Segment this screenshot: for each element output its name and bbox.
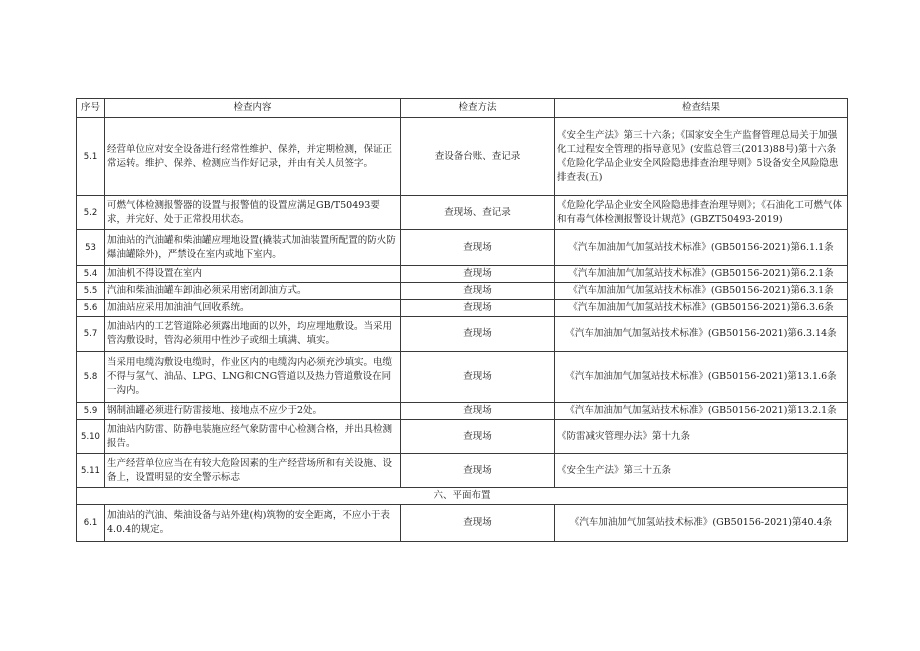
row-result: 《汽车加油加气加氢站技术标准》(GB50156-2021)第6.3.14条 [555, 317, 848, 352]
row-no: 5.1 [77, 118, 105, 196]
row-result: 《汽车加油加气加氢站技术标准》(GB50156-2021)第6.3.1条 [555, 283, 848, 300]
row-result: 《危险化学品企业安全风险隐患排查治理导则》；《石油化工可燃气体和有毒气体检测报警设计规范》(GBZT50493-2019) [555, 196, 848, 230]
row-no: 5.10 [77, 420, 105, 454]
table-row [77, 300, 848, 317]
row-content: 加油站内的工艺管道除必须露出地面的以外，均应埋地敷设。当采用管沟敷设时，管沟必须用中性沙子或细土填满、填实。 [105, 317, 401, 352]
row-no: 6.1 [77, 505, 105, 542]
row-method: 查现场、查记录 [401, 196, 555, 230]
row-no: 5.2 [77, 196, 105, 230]
row-method: 查现场 [401, 505, 555, 542]
row-no: 5.11 [77, 454, 105, 488]
section-title: 六、平面布置 [77, 488, 848, 505]
row-no: 5.8 [77, 352, 105, 403]
row-method: 查现场 [401, 352, 555, 403]
inspection-table [76, 98, 848, 542]
table-row [77, 317, 848, 352]
table-row [77, 352, 848, 403]
row-content: 加油站应采用加油油气回收系统。 [105, 300, 401, 317]
row-content: 加油站的汽油罐和柴油罐应埋地设置(撬装式加油装置所配置的防火防爆油罐除外)，严禁设在室内或地下室内。 [105, 230, 401, 266]
row-method: 查现场 [401, 403, 555, 420]
table-row [77, 266, 848, 283]
row-method: 查现场 [401, 420, 555, 454]
row-content: 当采用电缆沟敷设电缆时，作业区内的电缆沟内必须充沙填实。电缆不得与氢气、油品、LPG、LNG和CNG管道以及热力管道敷设在同一沟内。 [105, 352, 401, 403]
table-row [77, 283, 848, 300]
row-content: 可燃气体检测报警器的设置与报警值的设置应满足GB/T50493要求，并完好、处于正常投用状态。 [105, 196, 401, 230]
row-result: 《汽车加油加气加氢站技术标准》(GB50156-2021)第6.1.1条 [555, 230, 848, 266]
row-content: 钢制油罐必须进行防雷接地、接地点不应少于2处。 [105, 403, 401, 420]
row-no: 5.5 [77, 283, 105, 300]
header-no: 序号 [77, 99, 105, 118]
header-row [77, 99, 848, 118]
row-no: 53 [77, 230, 105, 266]
row-no: 5.4 [77, 266, 105, 283]
table-row [77, 403, 848, 420]
row-method: 查现场 [401, 283, 555, 300]
section-row [77, 488, 848, 505]
row-result: 《汽车加油加气加氢站技术标准》(GB50156-2021)第6.2.1条 [555, 266, 848, 283]
table-row [77, 505, 848, 542]
row-result: 《安全生产法》第三十五条 [555, 454, 848, 488]
table-row [77, 420, 848, 454]
row-content: 汽油和柴油油罐车卸油必须采用密闭卸油方式。 [105, 283, 401, 300]
row-content: 加油站内防雷、防静电装施应经气象防雷中心检测合格，并出具检测报告。 [105, 420, 401, 454]
row-content: 加油站的汽油、柴油设备与站外建(构)筑物的安全距离，不应小于表4.0.4的规定。 [105, 505, 401, 542]
header-result: 检查结果 [555, 99, 848, 118]
header-content: 检查内容 [105, 99, 401, 118]
row-result: 《汽车加油加气加氢站技术标准》(GB50156-2021)第6.3.6条 [555, 300, 848, 317]
row-result: 《汽车加油加气加氢站技术标准》(GB50156-2021)第13.1.6条 [555, 352, 848, 403]
table-row [77, 230, 848, 266]
row-result: 《安全生产法》第三十六条；《国家安全生产监督管理总局关于加强化工过程安全管理的指导意见》(安监总管三(2013)88号)第十六条《危险化学品企业安全风险隐患排查治理导则》5设备安全风险隐患排查表(五) [555, 118, 848, 196]
table-row [77, 454, 848, 488]
row-method: 查现场 [401, 454, 555, 488]
table-row [77, 196, 848, 230]
row-result: 《防雷减灾管理办法》第十九条 [555, 420, 848, 454]
row-result: 《汽车加油加气加氢站技术标准》(GB50156-2021)第13.2.1条 [555, 403, 848, 420]
row-no: 5.7 [77, 317, 105, 352]
row-content: 生产经营单位应当在有较大危险因素的生产经营场所和有关设施、设备上，设置明显的安全警示标志 [105, 454, 401, 488]
header-method: 检查方法 [401, 99, 555, 118]
row-content: 经营单位应对安全设备进行经常性维护、保养，并定期检测，保证正常运转。维护、保养、检测应当作好记录，并由有关人员签字。 [105, 118, 401, 196]
row-method: 查现场 [401, 266, 555, 283]
row-method: 查设备台账、查记录 [401, 118, 555, 196]
table-row [77, 118, 848, 196]
row-method: 查现场 [401, 230, 555, 266]
row-method: 查现场 [401, 317, 555, 352]
row-no: 5.9 [77, 403, 105, 420]
row-content: 加油机不得设置在室内 [105, 266, 401, 283]
row-result: 《汽车加油加气加氢站技术标准》(GB50156-2021)第40.4条 [555, 505, 848, 542]
row-no: 5.6 [77, 300, 105, 317]
row-method: 查现场 [401, 300, 555, 317]
